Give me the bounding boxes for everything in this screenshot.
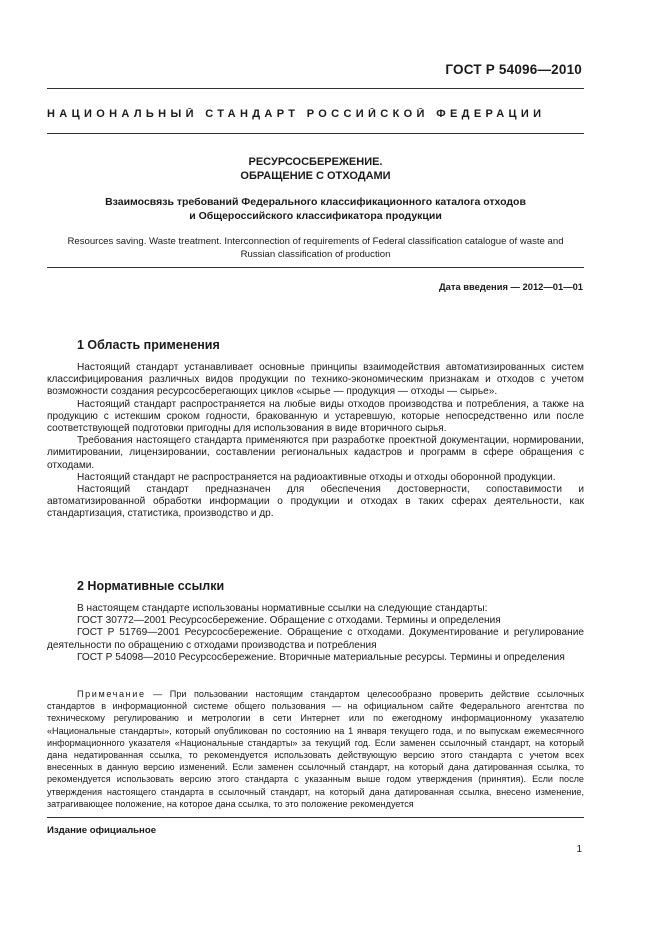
header-rule-bottom [47, 133, 584, 134]
title-line-2: ОБРАЩЕНИЕ С ОТХОДАМИ [240, 170, 391, 182]
standard-subtitle [47, 195, 584, 223]
section-1-body [47, 362, 584, 521]
official-edition-label: Издание официальное [47, 825, 157, 836]
subtitle-line-1: Взаимосвязь требований Федерального классификационного каталога отходов [105, 196, 526, 208]
gost-identifier: ГОСТ Р 54096—2010 [445, 62, 582, 77]
note-label: Примечание [77, 689, 146, 699]
section-2-reference-2: ГОСТ Р 51769—2001 Ресурсосбережение. Обращение с отходами. Документирование и регулирование деятельности по обращению с отходами производства и потребления [47, 627, 584, 651]
english-title-line-1: Resources saving. Waste treatment. Interconnection of requirements of Federal classification catalogue of waste and [67, 236, 564, 247]
section-2-paragraph-1: В настоящем стандарте использованы нормативные ссылки на следующие стандарты: [77, 603, 488, 614]
subtitle-line-2: и Общероссийского классификатора продукции [189, 210, 442, 222]
section-2-body [47, 603, 584, 664]
header-rule-top [47, 88, 584, 89]
section-1-paragraph-3: Требования настоящего стандарта применяются при разработке проектной документации, нормировании, лимитировании, лицензировании, составлении региональных кадастров и программ в сфере обращения с отходами. [47, 435, 584, 471]
standard-title [47, 155, 584, 183]
title-line-1: РЕСУРСОСБЕРЕЖЕНИЕ. [248, 156, 383, 168]
section-2-reference-1: ГОСТ 30772—2001 Ресурсосбережение. Обращение с отходами. Термины и определения [77, 615, 501, 627]
english-title [47, 235, 584, 261]
section-2-reference-3: ГОСТ Р 54098—2010 Ресурсосбережение. Вторичные материальные ресурсы. Термины и определения [77, 651, 565, 663]
section-1-paragraph-4: Настоящий стандарт не распространяется на радиоактивные отходы и отходы оборонной продукции. [77, 471, 556, 483]
footer-rule [47, 817, 584, 818]
section-1-paragraph-2: Настоящий стандарт распространяется на любые виды отходов производства и потребления, а также на продукцию с истекшим сроком годности, бракованную и устаревшую, которые непосредственно или после соответствующей подготовки пригодны для использования в виде вторичного сырья. [47, 398, 584, 435]
page-number: 1 [576, 844, 582, 855]
note-block [47, 688, 584, 810]
section-1-heading: 1 Область применения [77, 338, 220, 352]
section-1-paragraph-1: Настоящий стандарт устанавливает основные принципы взаимодействия автоматизированных систем классифицирования различных видов продукции по технико-экономическим признакам и отходов с учетом возможности создания ресурсосберегающих циклов «сырье — продукция — отходы — сырье». [47, 362, 584, 398]
section-2-heading: 2 Нормативные ссылки [77, 579, 225, 593]
section-1-paragraph-5: Настоящий стандарт предназначен для обеспечения достоверности, сопоставимости и автоматизированной обработки информации о продукции и отходах в таких сферах деятельности, как стандартизация, статистика, производство и др. [47, 484, 584, 520]
introduction-date: Дата введения — 2012—01—01 [438, 281, 583, 292]
national-standard-banner: НАЦИОНАЛЬНЫЙ СТАНДАРТ РОССИЙСКОЙ ФЕДЕРАЦИИ [47, 108, 546, 120]
title-rule [47, 267, 584, 268]
english-title-line-2: Russian classification of production [240, 249, 391, 260]
note-text: — При пользовании настоящим стандартом целесообразно проверить действие ссылочных стандартов в информационной системе общего пользования — на официальном сайте Федерального агентства по техническому регулированию и метрологии в сети Интернет или по ежегодному информационному указателю «Национальные стандарты», который опубликован по состоянию на 1 января текущего года, и по выпускам ежемесячного информационного указателя «Национальные стандарты» за текущий год. Если заменен ссылочный стандарт, на который дана недатированная ссылка, то рекомендуется использовать действующую версию этого стандарта с учетом всех внесенных в данную версию изменений. Если заменен ссылочный стандарт, на который дана датированная ссылка, то рекомендуется использовать версию этого стандарта с указанным выше годом утверждения (принятия). Если после утверждения настоящего стандарта в ссылочный стандарт, на который дана датированная ссылка, внесено изменение, затрагивающее положение, на которое дана ссылка, то это положение рекомендуется [47, 689, 584, 809]
